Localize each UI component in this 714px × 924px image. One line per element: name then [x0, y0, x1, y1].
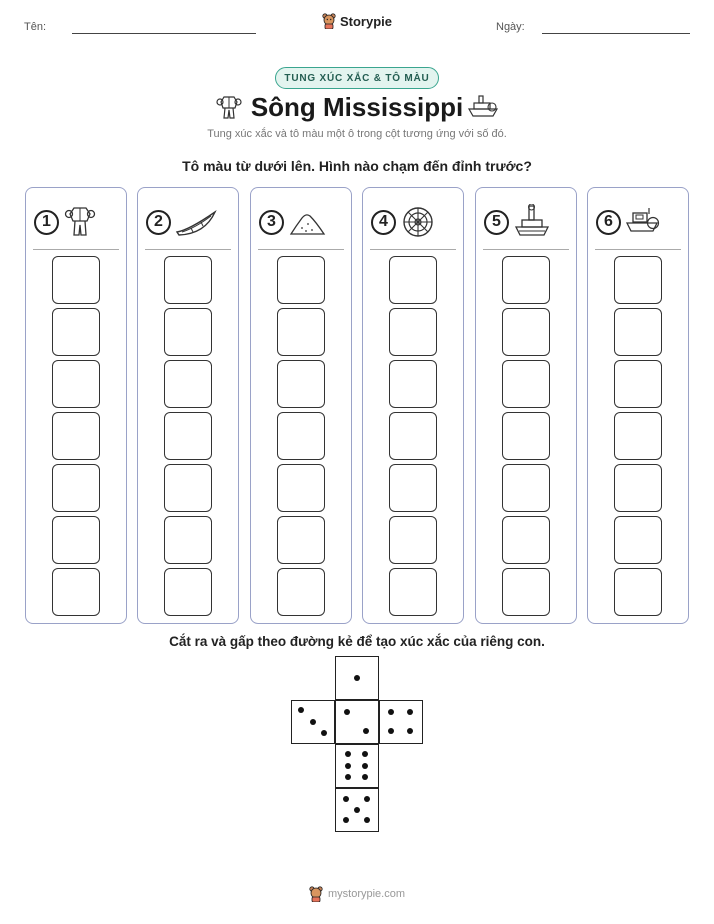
name-line [72, 33, 256, 34]
coloring-cell[interactable] [164, 256, 212, 304]
coloring-cell[interactable] [277, 568, 325, 616]
coloring-cell[interactable] [389, 516, 437, 564]
column-divider [258, 249, 344, 250]
coloring-cell[interactable] [614, 516, 662, 564]
coloring-cell[interactable] [389, 360, 437, 408]
column-header [371, 202, 459, 242]
die-face-2 [335, 700, 379, 744]
coloring-cells [138, 256, 238, 616]
coloring-cell[interactable] [389, 464, 437, 512]
coloring-cell[interactable] [164, 360, 212, 408]
coloring-cell[interactable] [52, 464, 100, 512]
coloring-cells [476, 256, 576, 616]
coloring-cell[interactable] [164, 464, 212, 512]
coloring-cell[interactable] [502, 464, 550, 512]
coloring-cell[interactable] [614, 360, 662, 408]
die-column-6 [587, 187, 689, 624]
die-pip [354, 675, 360, 681]
paddle-wheel-icon [400, 204, 442, 240]
coloring-cell[interactable] [164, 516, 212, 564]
die-pip [388, 728, 394, 734]
coloring-cell[interactable] [52, 516, 100, 564]
footer-url: mystorypie.com [327, 888, 406, 900]
rock-mound-icon [288, 204, 330, 240]
date-label: Ngày: [496, 21, 525, 33]
footer [0, 886, 714, 902]
coloring-cell[interactable] [389, 256, 437, 304]
cut-instruction: Cắt ra và gấp theo đường kẻ để tạo xúc xắc của riêng con. [169, 634, 545, 649]
column-header [259, 202, 347, 242]
coloring-cell[interactable] [502, 256, 550, 304]
date-line [542, 33, 690, 34]
coloring-cell[interactable] [277, 516, 325, 564]
die-pip [298, 707, 304, 713]
die-pip [345, 774, 351, 780]
die-column-1 [25, 187, 127, 624]
column-header [146, 202, 234, 242]
column-number: 2 [146, 210, 171, 235]
die-column-4 [362, 187, 464, 624]
coloring-cell[interactable] [614, 412, 662, 460]
coloring-cell[interactable] [52, 568, 100, 616]
brand-logo [0, 13, 714, 29]
steamboat-icon [467, 94, 499, 120]
coloring-cell[interactable] [164, 412, 212, 460]
coloring-cell[interactable] [52, 412, 100, 460]
coloring-cell[interactable] [389, 412, 437, 460]
coloring-cell[interactable] [52, 360, 100, 408]
coloring-cells [251, 256, 351, 616]
column-divider [595, 249, 681, 250]
die-pip [364, 796, 370, 802]
die-face-1 [335, 656, 379, 700]
coloring-cell[interactable] [389, 308, 437, 356]
die-face-3 [291, 700, 335, 744]
die-pip [363, 728, 369, 734]
die-pip [343, 817, 349, 823]
die-pip [343, 796, 349, 802]
die-pip [362, 763, 368, 769]
coloring-cell[interactable] [277, 464, 325, 512]
coloring-cell[interactable] [389, 568, 437, 616]
die-pip [345, 763, 351, 769]
armor-icon [63, 204, 105, 240]
die-pip [364, 817, 370, 823]
coloring-cell[interactable] [52, 256, 100, 304]
die-pip [321, 730, 327, 736]
die-column-5 [475, 187, 577, 624]
coloring-cell[interactable] [164, 308, 212, 356]
coloring-cell[interactable] [614, 568, 662, 616]
die-pip [362, 751, 368, 757]
coloring-cell[interactable] [52, 308, 100, 356]
die-pip [362, 774, 368, 780]
coloring-cell[interactable] [502, 516, 550, 564]
die-pip [354, 807, 360, 813]
column-number: 5 [484, 210, 509, 235]
column-divider [33, 249, 119, 250]
coloring-cell[interactable] [277, 412, 325, 460]
coloring-cell[interactable] [614, 308, 662, 356]
column-header [34, 202, 122, 242]
die-face-5 [335, 788, 379, 832]
column-header [484, 202, 572, 242]
coloring-cell[interactable] [502, 412, 550, 460]
die-pip [310, 719, 316, 725]
die-pip [344, 709, 350, 715]
column-number: 3 [259, 210, 284, 235]
column-number: 4 [371, 210, 396, 235]
coloring-cell[interactable] [614, 256, 662, 304]
instruction-text: Tô màu từ dưới lên. Hình nào chạm đến đỉnh trước? [182, 158, 532, 174]
coloring-cell[interactable] [502, 360, 550, 408]
coloring-cells [26, 256, 126, 616]
coloring-cells [588, 256, 688, 616]
die-face-4 [379, 700, 423, 744]
bear-icon [322, 13, 336, 29]
bear-icon [309, 886, 323, 902]
die-pip [407, 709, 413, 715]
page-subtitle: Tung xúc xắc và tô màu một ô trong cột tương ứng với số đó. [207, 128, 507, 140]
column-divider [145, 249, 231, 250]
activity-badge: TUNG XÚC XẮC & TÔ MÀU [275, 67, 439, 89]
coloring-cells [363, 256, 463, 616]
coloring-cell[interactable] [502, 308, 550, 356]
name-label: Tên: [24, 21, 47, 33]
coloring-cell[interactable] [277, 256, 325, 304]
die-column-2 [137, 187, 239, 624]
die-pip [407, 728, 413, 734]
coloring-cell[interactable] [614, 464, 662, 512]
page-title: Sông Mississippi [250, 92, 464, 122]
column-header [596, 202, 684, 242]
coloring-cell[interactable] [277, 308, 325, 356]
die-column-3 [250, 187, 352, 624]
column-number: 1 [34, 210, 59, 235]
brand-name: Storypie [339, 13, 392, 29]
coloring-cell[interactable] [277, 360, 325, 408]
steamboat-icon [513, 204, 555, 240]
canoe-icon [175, 204, 217, 240]
column-number: 6 [596, 210, 621, 235]
column-divider [370, 249, 456, 250]
coloring-cell[interactable] [164, 568, 212, 616]
paddle-steamer-icon [625, 204, 667, 240]
column-divider [483, 249, 569, 250]
die-pip [345, 751, 351, 757]
die-pip [388, 709, 394, 715]
coloring-cell[interactable] [502, 568, 550, 616]
die-face-6 [335, 744, 379, 788]
